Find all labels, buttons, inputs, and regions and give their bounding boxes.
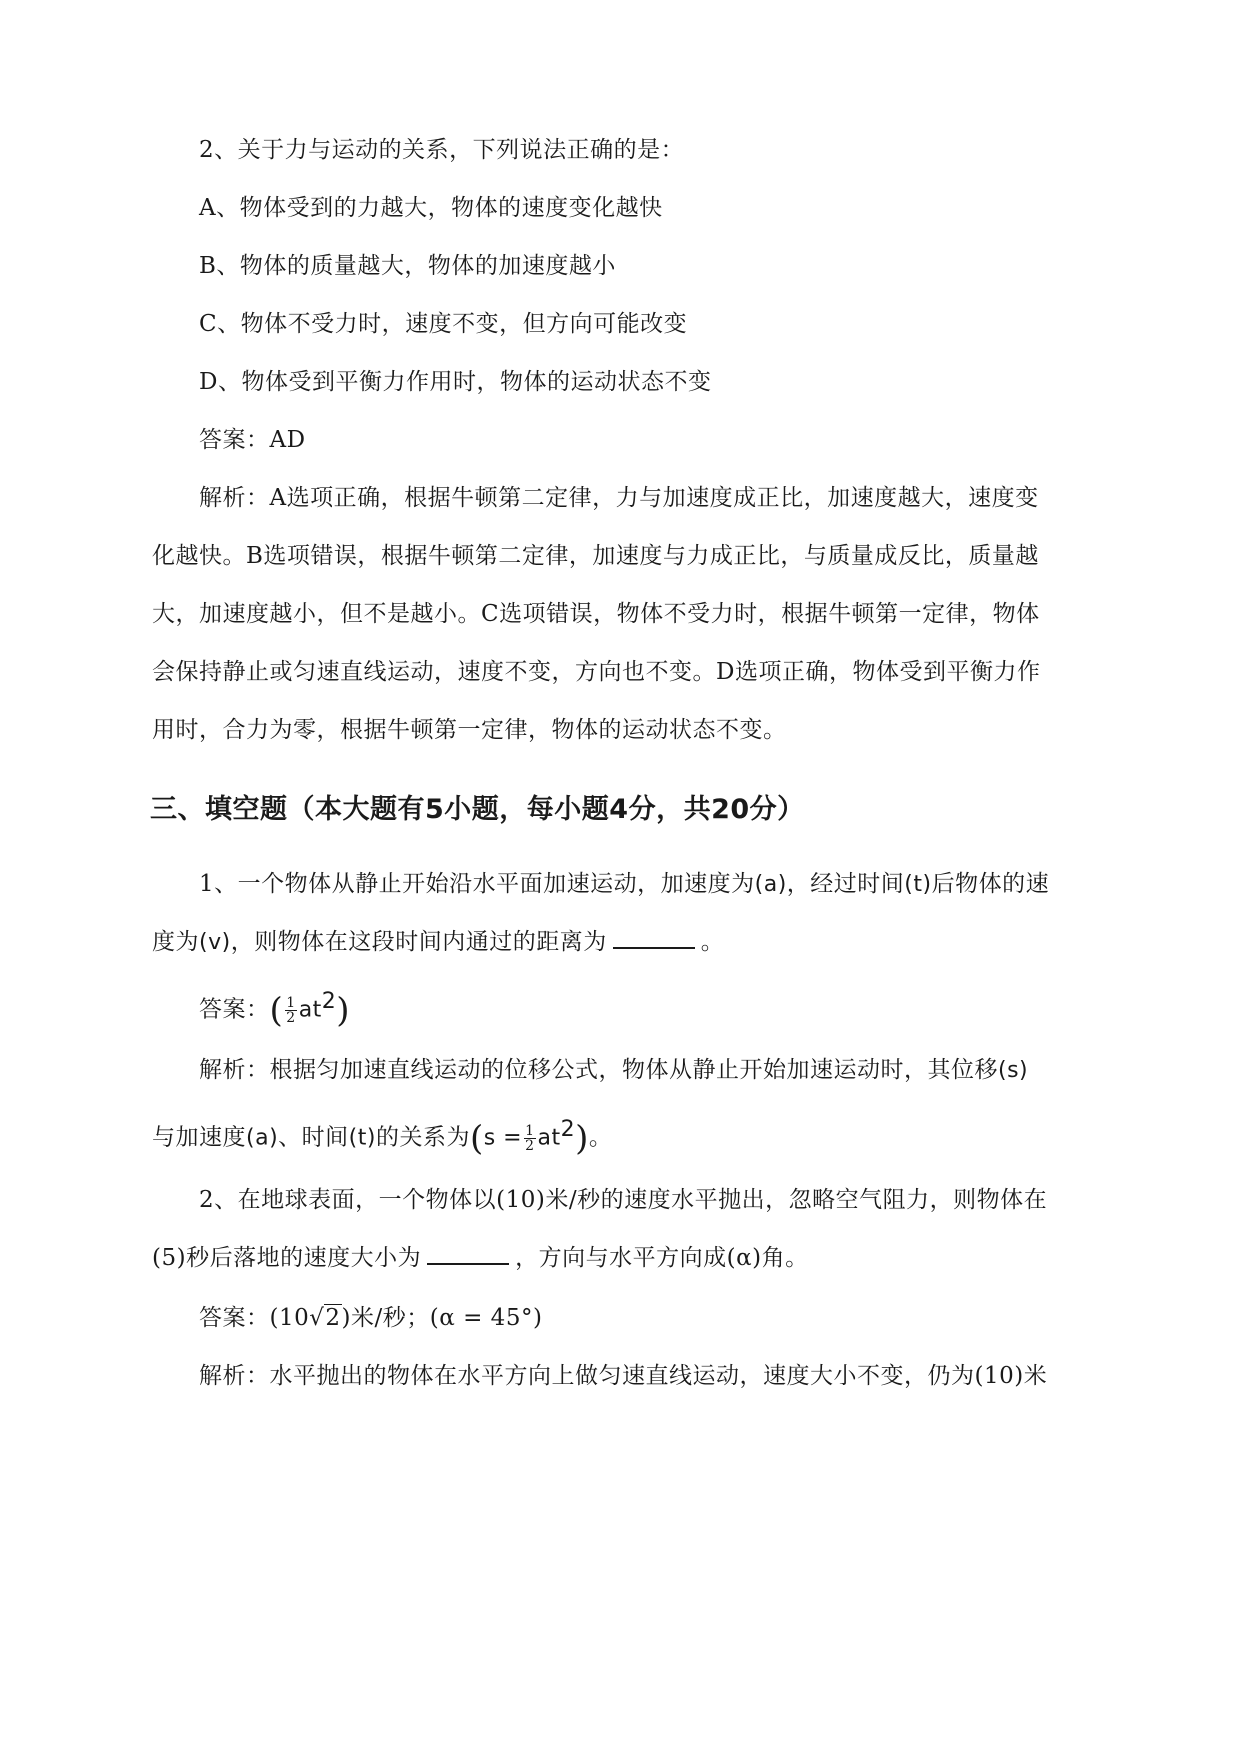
answer-speed: (10: [269, 1305, 310, 1331]
text: 米: [1023, 1363, 1048, 1389]
exponent: 2: [560, 1117, 576, 1142]
option-c: C、物体不受力时，速度不变，但方向可能改变: [199, 311, 688, 337]
fraction-denominator: 2: [525, 1138, 535, 1155]
variable-v: (v): [199, 930, 231, 955]
value-v0: (10): [974, 1363, 1024, 1389]
text: 解析：根据匀加速直线运动的位移公式，物体从静止开始加速运动时，其位移: [199, 1057, 998, 1083]
option-d: D、物体受到平衡力作用时，物体的运动状态不变: [199, 369, 712, 395]
analysis-line: 解析：A选项正确，根据牛顿第二定律，力与加速度成正比，加速度越大，速度变: [199, 485, 1039, 511]
paren-right: ): [575, 1118, 589, 1159]
value-t0: (5): [152, 1245, 187, 1271]
variable-t: (t): [904, 872, 932, 897]
formula: at: [298, 997, 322, 1023]
fraction-denominator: 2: [286, 1010, 296, 1027]
analysis-line: 大，加速度越小，但不是越小。C选项错误，物体不受力时，根据牛顿第一定律，物体: [152, 601, 1040, 627]
fraction: [524, 1124, 535, 1153]
answer-fill-1: [199, 986, 1139, 1031]
analysis-fill-2: [199, 1360, 1139, 1392]
analysis-line: 用时，合力为零，根据牛顿第一定律，物体的运动状态不变。: [152, 717, 787, 743]
answer-label: 答案：: [199, 996, 270, 1023]
answer-fill-2: [199, 1302, 1139, 1334]
fill-question-1-line-1: [199, 868, 1139, 901]
text: 的关系为: [375, 1124, 470, 1151]
text: 角。: [761, 1245, 809, 1271]
answer-label: 答案：: [199, 1305, 270, 1331]
text: ，则物体在这段时间内通过的距离为: [230, 929, 607, 955]
answer-angle: (α = 45°): [429, 1305, 543, 1331]
variable-a: (a): [246, 1125, 279, 1151]
analysis-fill-1-line-2: [152, 1114, 1092, 1159]
text: 。: [700, 929, 725, 955]
formula: at: [537, 1125, 561, 1151]
text: ，方向与水平方向成: [515, 1245, 727, 1271]
paren-left: (: [469, 1118, 484, 1159]
answer-blank: [427, 1245, 509, 1265]
exponent: 2: [321, 989, 337, 1014]
answer-blank: [613, 929, 695, 949]
fill-question-1-line-2: [152, 926, 1092, 959]
variable-s: (s): [998, 1058, 1029, 1083]
paren-right: ): [336, 990, 351, 1031]
fill-question-2-line-1: [199, 1184, 1139, 1216]
analysis-fill-1-line-1: [199, 1054, 1139, 1087]
text: 解析：水平抛出的物体在水平方向上做匀速直线运动，速度大小不变，仍为: [199, 1363, 975, 1389]
fill-question-2-line-2: [152, 1242, 1092, 1274]
paren-left: (: [269, 990, 284, 1031]
sqrt-radicand: 2: [325, 1305, 341, 1331]
variable-a: (a): [754, 872, 787, 897]
text: 秒后落地的速度大小为: [186, 1245, 422, 1271]
text: 与加速度: [152, 1124, 246, 1151]
option-b: B、物体的质量越大，物体的加速度越小: [199, 253, 616, 279]
question-2-stem: 2、关于力与运动的关系，下列说法正确的是：: [199, 137, 685, 163]
value-v0: (10): [496, 1187, 546, 1213]
text: 1、一个物体从静止开始沿水平面加速运动，加速度为: [199, 871, 755, 897]
fraction-numerator: 1: [525, 1123, 535, 1140]
text: 2、在地球表面，一个物体以: [199, 1187, 497, 1213]
answer-q2: 答案：AD: [199, 427, 306, 453]
formula-s: s =: [483, 1125, 523, 1151]
text: ，经过时间: [786, 871, 905, 897]
analysis-line: 化越快。B选项错误，根据牛顿第二定律，加速度与力成正比，与质量成反比，质量越: [152, 543, 1039, 569]
text: 米/秒的速度水平抛出，忽略空气阻力，则物体在: [545, 1187, 1048, 1213]
text: 后物体的速: [931, 871, 1050, 897]
analysis-line: 会保持静止或匀速直线运动，速度不变，方向也不变。D选项正确，物体受到平衡力作: [152, 659, 1041, 685]
variable-t: (t): [348, 1125, 376, 1151]
sqrt-symbol: √: [309, 1305, 325, 1331]
option-a: A、物体受到的力越大，物体的速度变化越快: [199, 195, 663, 221]
section-heading: 三、填空题（本大题有5小题，每小题4分，共20分）: [150, 794, 805, 825]
fraction: [285, 996, 296, 1025]
fraction-numerator: 1: [286, 995, 296, 1012]
answer-speed-unit: )米/秒；: [341, 1305, 430, 1331]
text: 、时间: [278, 1124, 349, 1151]
text: 度为: [152, 929, 199, 955]
variable-alpha: (α): [726, 1245, 762, 1271]
text: 。: [588, 1124, 613, 1151]
